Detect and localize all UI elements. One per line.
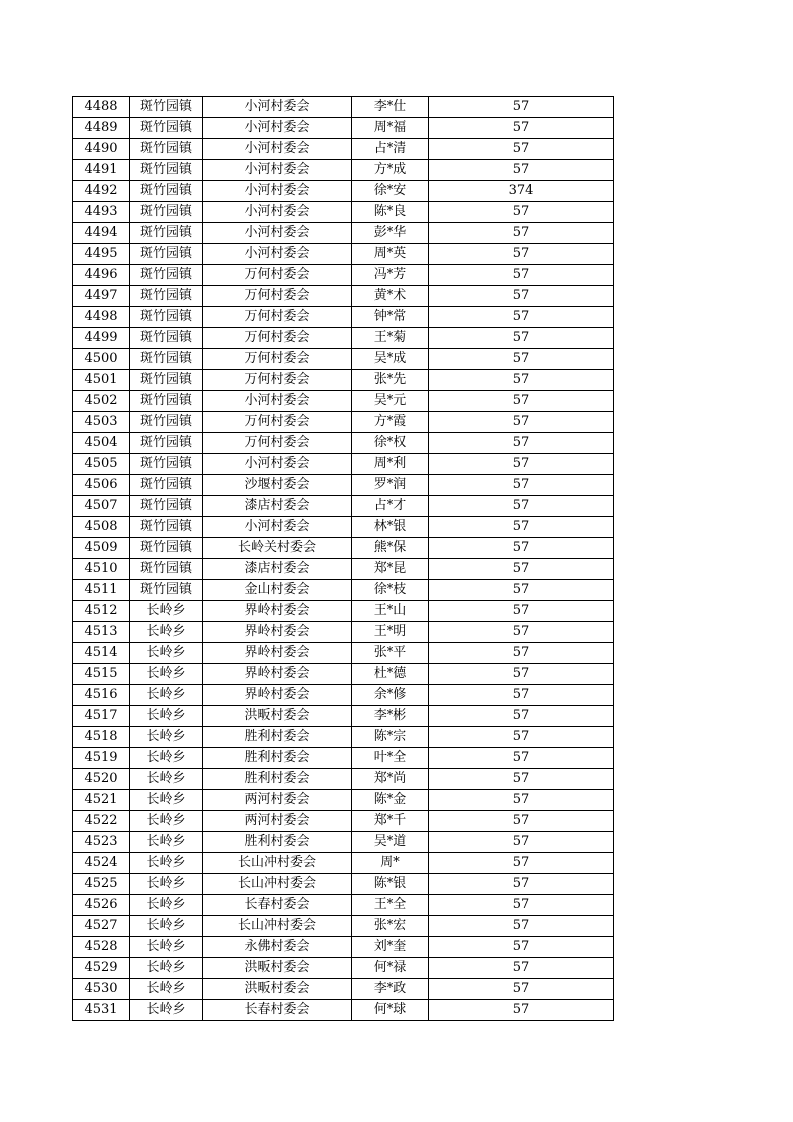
cell-township: 长岭乡 <box>130 727 203 748</box>
cell-amount: 57 <box>429 622 614 643</box>
cell-person-name: 陈*银 <box>352 874 429 895</box>
cell-person-name: 占*清 <box>352 139 429 160</box>
cell-amount: 57 <box>429 580 614 601</box>
cell-person-name: 李*彬 <box>352 706 429 727</box>
cell-village-committee: 界岭村委会 <box>203 601 352 622</box>
table-row <box>73 97 614 118</box>
cell-serial-number: 4523 <box>73 832 130 853</box>
table-row <box>73 118 614 139</box>
cell-amount: 57 <box>429 517 614 538</box>
cell-amount: 57 <box>429 979 614 1000</box>
cell-person-name: 占*才 <box>352 496 429 517</box>
cell-amount: 57 <box>429 853 614 874</box>
cell-person-name: 彭*华 <box>352 223 429 244</box>
cell-person-name: 张*平 <box>352 643 429 664</box>
cell-person-name: 何*禄 <box>352 958 429 979</box>
cell-amount: 374 <box>429 181 614 202</box>
cell-township: 长岭乡 <box>130 1000 203 1021</box>
cell-amount: 57 <box>429 202 614 223</box>
cell-village-committee: 万何村委会 <box>203 412 352 433</box>
cell-amount: 57 <box>429 811 614 832</box>
cell-village-committee: 小河村委会 <box>203 139 352 160</box>
cell-village-committee: 长山冲村委会 <box>203 916 352 937</box>
cell-amount: 57 <box>429 286 614 307</box>
cell-village-committee: 万何村委会 <box>203 307 352 328</box>
cell-village-committee: 界岭村委会 <box>203 622 352 643</box>
cell-person-name: 叶*全 <box>352 748 429 769</box>
cell-township: 斑竹园镇 <box>130 412 203 433</box>
cell-serial-number: 4512 <box>73 601 130 622</box>
cell-person-name: 吴*元 <box>352 391 429 412</box>
cell-township: 斑竹园镇 <box>130 265 203 286</box>
cell-township: 长岭乡 <box>130 979 203 1000</box>
cell-village-committee: 长春村委会 <box>203 895 352 916</box>
cell-amount: 57 <box>429 1000 614 1021</box>
cell-village-committee: 界岭村委会 <box>203 685 352 706</box>
cell-village-committee: 万何村委会 <box>203 349 352 370</box>
cell-amount: 57 <box>429 244 614 265</box>
cell-village-committee: 长春村委会 <box>203 1000 352 1021</box>
table-row <box>73 1000 614 1021</box>
table-row <box>73 622 614 643</box>
cell-serial-number: 4528 <box>73 937 130 958</box>
cell-township: 长岭乡 <box>130 643 203 664</box>
table-row <box>73 895 614 916</box>
cell-person-name: 郑*昆 <box>352 559 429 580</box>
cell-township: 长岭乡 <box>130 748 203 769</box>
cell-serial-number: 4495 <box>73 244 130 265</box>
table-row <box>73 979 614 1000</box>
table-row <box>73 790 614 811</box>
cell-person-name: 徐*权 <box>352 433 429 454</box>
cell-person-name: 郑*千 <box>352 811 429 832</box>
cell-serial-number: 4500 <box>73 349 130 370</box>
cell-amount: 57 <box>429 748 614 769</box>
cell-village-committee: 胜利村委会 <box>203 832 352 853</box>
cell-person-name: 钟*常 <box>352 307 429 328</box>
cell-serial-number: 4502 <box>73 391 130 412</box>
cell-person-name: 何*球 <box>352 1000 429 1021</box>
cell-person-name: 王*山 <box>352 601 429 622</box>
cell-village-committee: 界岭村委会 <box>203 643 352 664</box>
cell-amount: 57 <box>429 475 614 496</box>
cell-township: 长岭乡 <box>130 916 203 937</box>
cell-person-name: 周*福 <box>352 118 429 139</box>
table-row <box>73 706 614 727</box>
cell-village-committee: 长山冲村委会 <box>203 874 352 895</box>
cell-serial-number: 4488 <box>73 97 130 118</box>
cell-amount: 57 <box>429 643 614 664</box>
cell-person-name: 张*宏 <box>352 916 429 937</box>
cell-person-name: 罗*润 <box>352 475 429 496</box>
cell-village-committee: 小河村委会 <box>203 118 352 139</box>
cell-amount: 57 <box>429 391 614 412</box>
cell-serial-number: 4509 <box>73 538 130 559</box>
cell-amount: 57 <box>429 160 614 181</box>
cell-township: 长岭乡 <box>130 790 203 811</box>
cell-village-committee: 万何村委会 <box>203 328 352 349</box>
table-row <box>73 475 614 496</box>
cell-person-name: 王*明 <box>352 622 429 643</box>
cell-amount: 57 <box>429 223 614 244</box>
cell-serial-number: 4489 <box>73 118 130 139</box>
cell-amount: 57 <box>429 937 614 958</box>
cell-serial-number: 4530 <box>73 979 130 1000</box>
cell-amount: 57 <box>429 916 614 937</box>
table-row <box>73 958 614 979</box>
cell-township: 长岭乡 <box>130 937 203 958</box>
cell-serial-number: 4519 <box>73 748 130 769</box>
cell-serial-number: 4517 <box>73 706 130 727</box>
cell-amount: 57 <box>429 790 614 811</box>
cell-village-committee: 万何村委会 <box>203 433 352 454</box>
cell-serial-number: 4492 <box>73 181 130 202</box>
cell-township: 长岭乡 <box>130 664 203 685</box>
cell-person-name: 周*利 <box>352 454 429 475</box>
cell-person-name: 陈*良 <box>352 202 429 223</box>
cell-amount: 57 <box>429 454 614 475</box>
cell-person-name: 杜*德 <box>352 664 429 685</box>
cell-person-name: 徐*安 <box>352 181 429 202</box>
table-row <box>73 244 614 265</box>
cell-serial-number: 4498 <box>73 307 130 328</box>
cell-person-name: 陈*宗 <box>352 727 429 748</box>
cell-village-committee: 万何村委会 <box>203 265 352 286</box>
table-row <box>73 727 614 748</box>
table-row <box>73 391 614 412</box>
cell-township: 斑竹园镇 <box>130 454 203 475</box>
table-row <box>73 601 614 622</box>
cell-village-committee: 小河村委会 <box>203 391 352 412</box>
cell-person-name: 方*成 <box>352 160 429 181</box>
cell-amount: 57 <box>429 874 614 895</box>
cell-serial-number: 4514 <box>73 643 130 664</box>
cell-serial-number: 4518 <box>73 727 130 748</box>
cell-person-name: 吴*成 <box>352 349 429 370</box>
table-row <box>73 580 614 601</box>
cell-village-committee: 沙堰村委会 <box>203 475 352 496</box>
cell-serial-number: 4516 <box>73 685 130 706</box>
cell-amount: 57 <box>429 664 614 685</box>
cell-township: 斑竹园镇 <box>130 328 203 349</box>
table-row <box>73 454 614 475</box>
cell-serial-number: 4527 <box>73 916 130 937</box>
cell-township: 斑竹园镇 <box>130 160 203 181</box>
table-row <box>73 853 614 874</box>
cell-serial-number: 4508 <box>73 517 130 538</box>
cell-township: 斑竹园镇 <box>130 118 203 139</box>
cell-person-name: 张*先 <box>352 370 429 391</box>
cell-serial-number: 4493 <box>73 202 130 223</box>
cell-village-committee: 洪畈村委会 <box>203 706 352 727</box>
cell-amount: 57 <box>429 769 614 790</box>
cell-person-name: 刘*奎 <box>352 937 429 958</box>
cell-amount: 57 <box>429 559 614 580</box>
cell-village-committee: 小河村委会 <box>203 454 352 475</box>
cell-serial-number: 4511 <box>73 580 130 601</box>
table-row <box>73 286 614 307</box>
table-row <box>73 223 614 244</box>
cell-township: 长岭乡 <box>130 811 203 832</box>
cell-township: 斑竹园镇 <box>130 349 203 370</box>
cell-township: 长岭乡 <box>130 685 203 706</box>
cell-amount: 57 <box>429 685 614 706</box>
cell-township: 斑竹园镇 <box>130 517 203 538</box>
cell-township: 长岭乡 <box>130 706 203 727</box>
cell-township: 斑竹园镇 <box>130 496 203 517</box>
table-row <box>73 433 614 454</box>
record-table <box>72 96 614 1021</box>
cell-serial-number: 4521 <box>73 790 130 811</box>
cell-village-committee: 小河村委会 <box>203 517 352 538</box>
cell-amount: 57 <box>429 706 614 727</box>
cell-township: 长岭乡 <box>130 601 203 622</box>
cell-village-committee: 两河村委会 <box>203 811 352 832</box>
table-row <box>73 643 614 664</box>
cell-person-name: 周* <box>352 853 429 874</box>
cell-amount: 57 <box>429 265 614 286</box>
table-row <box>73 937 614 958</box>
cell-serial-number: 4522 <box>73 811 130 832</box>
table-row <box>73 916 614 937</box>
cell-person-name: 王*全 <box>352 895 429 916</box>
table-row <box>73 496 614 517</box>
cell-township: 斑竹园镇 <box>130 139 203 160</box>
table-row <box>73 139 614 160</box>
cell-amount: 57 <box>429 139 614 160</box>
cell-serial-number: 4531 <box>73 1000 130 1021</box>
cell-amount: 57 <box>429 328 614 349</box>
cell-village-committee: 小河村委会 <box>203 160 352 181</box>
cell-amount: 57 <box>429 412 614 433</box>
cell-village-committee: 万何村委会 <box>203 286 352 307</box>
table-row <box>73 412 614 433</box>
table-row <box>73 538 614 559</box>
cell-person-name: 王*菊 <box>352 328 429 349</box>
record-table-body <box>73 97 614 1021</box>
cell-serial-number: 4491 <box>73 160 130 181</box>
cell-township: 斑竹园镇 <box>130 370 203 391</box>
cell-township: 斑竹园镇 <box>130 244 203 265</box>
cell-village-committee: 万何村委会 <box>203 370 352 391</box>
cell-person-name: 周*英 <box>352 244 429 265</box>
table-row <box>73 769 614 790</box>
cell-township: 斑竹园镇 <box>130 391 203 412</box>
cell-serial-number: 4499 <box>73 328 130 349</box>
cell-person-name: 徐*枝 <box>352 580 429 601</box>
cell-person-name: 熊*保 <box>352 538 429 559</box>
cell-serial-number: 4515 <box>73 664 130 685</box>
cell-person-name: 黄*术 <box>352 286 429 307</box>
cell-village-committee: 小河村委会 <box>203 244 352 265</box>
cell-serial-number: 4507 <box>73 496 130 517</box>
cell-village-committee: 胜利村委会 <box>203 769 352 790</box>
cell-township: 斑竹园镇 <box>130 223 203 244</box>
cell-person-name: 冯*芳 <box>352 265 429 286</box>
table-row <box>73 370 614 391</box>
cell-township: 斑竹园镇 <box>130 286 203 307</box>
cell-person-name: 李*仕 <box>352 97 429 118</box>
cell-village-committee: 小河村委会 <box>203 181 352 202</box>
cell-village-committee: 胜利村委会 <box>203 748 352 769</box>
cell-village-committee: 两河村委会 <box>203 790 352 811</box>
cell-serial-number: 4513 <box>73 622 130 643</box>
cell-amount: 57 <box>429 538 614 559</box>
cell-village-committee: 永佛村委会 <box>203 937 352 958</box>
cell-amount: 57 <box>429 370 614 391</box>
cell-village-committee: 小河村委会 <box>203 97 352 118</box>
cell-person-name: 李*政 <box>352 979 429 1000</box>
cell-village-committee: 小河村委会 <box>203 202 352 223</box>
cell-village-committee: 漆店村委会 <box>203 559 352 580</box>
cell-serial-number: 4506 <box>73 475 130 496</box>
table-row <box>73 202 614 223</box>
cell-amount: 57 <box>429 307 614 328</box>
table-row <box>73 307 614 328</box>
cell-township: 斑竹园镇 <box>130 433 203 454</box>
cell-township: 斑竹园镇 <box>130 307 203 328</box>
cell-person-name: 郑*尚 <box>352 769 429 790</box>
table-row <box>73 181 614 202</box>
cell-township: 长岭乡 <box>130 895 203 916</box>
cell-township: 斑竹园镇 <box>130 559 203 580</box>
cell-amount: 57 <box>429 118 614 139</box>
table-row <box>73 559 614 580</box>
table-row <box>73 874 614 895</box>
cell-serial-number: 4520 <box>73 769 130 790</box>
cell-serial-number: 4525 <box>73 874 130 895</box>
cell-person-name: 吴*道 <box>352 832 429 853</box>
table-row <box>73 685 614 706</box>
cell-village-committee: 胜利村委会 <box>203 727 352 748</box>
cell-township: 斑竹园镇 <box>130 181 203 202</box>
cell-serial-number: 4496 <box>73 265 130 286</box>
cell-township: 长岭乡 <box>130 832 203 853</box>
cell-amount: 57 <box>429 895 614 916</box>
cell-township: 斑竹园镇 <box>130 97 203 118</box>
cell-amount: 57 <box>429 832 614 853</box>
cell-person-name: 余*修 <box>352 685 429 706</box>
cell-serial-number: 4494 <box>73 223 130 244</box>
cell-township: 长岭乡 <box>130 622 203 643</box>
cell-serial-number: 4529 <box>73 958 130 979</box>
table-row <box>73 832 614 853</box>
table-row <box>73 160 614 181</box>
cell-serial-number: 4505 <box>73 454 130 475</box>
table-row <box>73 328 614 349</box>
cell-village-committee: 金山村委会 <box>203 580 352 601</box>
cell-village-committee: 长山冲村委会 <box>203 853 352 874</box>
cell-township: 斑竹园镇 <box>130 202 203 223</box>
cell-village-committee: 小河村委会 <box>203 223 352 244</box>
table-row <box>73 811 614 832</box>
cell-township: 斑竹园镇 <box>130 538 203 559</box>
cell-serial-number: 4490 <box>73 139 130 160</box>
cell-township: 斑竹园镇 <box>130 475 203 496</box>
cell-person-name: 方*霞 <box>352 412 429 433</box>
cell-village-committee: 洪畈村委会 <box>203 958 352 979</box>
cell-serial-number: 4526 <box>73 895 130 916</box>
cell-amount: 57 <box>429 97 614 118</box>
cell-amount: 57 <box>429 433 614 454</box>
cell-serial-number: 4501 <box>73 370 130 391</box>
cell-amount: 57 <box>429 727 614 748</box>
cell-amount: 57 <box>429 601 614 622</box>
cell-amount: 57 <box>429 958 614 979</box>
cell-person-name: 陈*金 <box>352 790 429 811</box>
table-row <box>73 349 614 370</box>
cell-township: 长岭乡 <box>130 853 203 874</box>
cell-serial-number: 4524 <box>73 853 130 874</box>
cell-township: 斑竹园镇 <box>130 580 203 601</box>
table-row <box>73 265 614 286</box>
cell-serial-number: 4497 <box>73 286 130 307</box>
cell-village-committee: 漆店村委会 <box>203 496 352 517</box>
cell-township: 长岭乡 <box>130 769 203 790</box>
table-row <box>73 517 614 538</box>
cell-serial-number: 4504 <box>73 433 130 454</box>
cell-serial-number: 4503 <box>73 412 130 433</box>
table-row <box>73 664 614 685</box>
cell-amount: 57 <box>429 349 614 370</box>
cell-township: 长岭乡 <box>130 874 203 895</box>
cell-amount: 57 <box>429 496 614 517</box>
cell-serial-number: 4510 <box>73 559 130 580</box>
cell-village-committee: 洪畈村委会 <box>203 979 352 1000</box>
table-row <box>73 748 614 769</box>
cell-township: 长岭乡 <box>130 958 203 979</box>
cell-village-committee: 长岭关村委会 <box>203 538 352 559</box>
cell-person-name: 林*银 <box>352 517 429 538</box>
cell-village-committee: 界岭村委会 <box>203 664 352 685</box>
